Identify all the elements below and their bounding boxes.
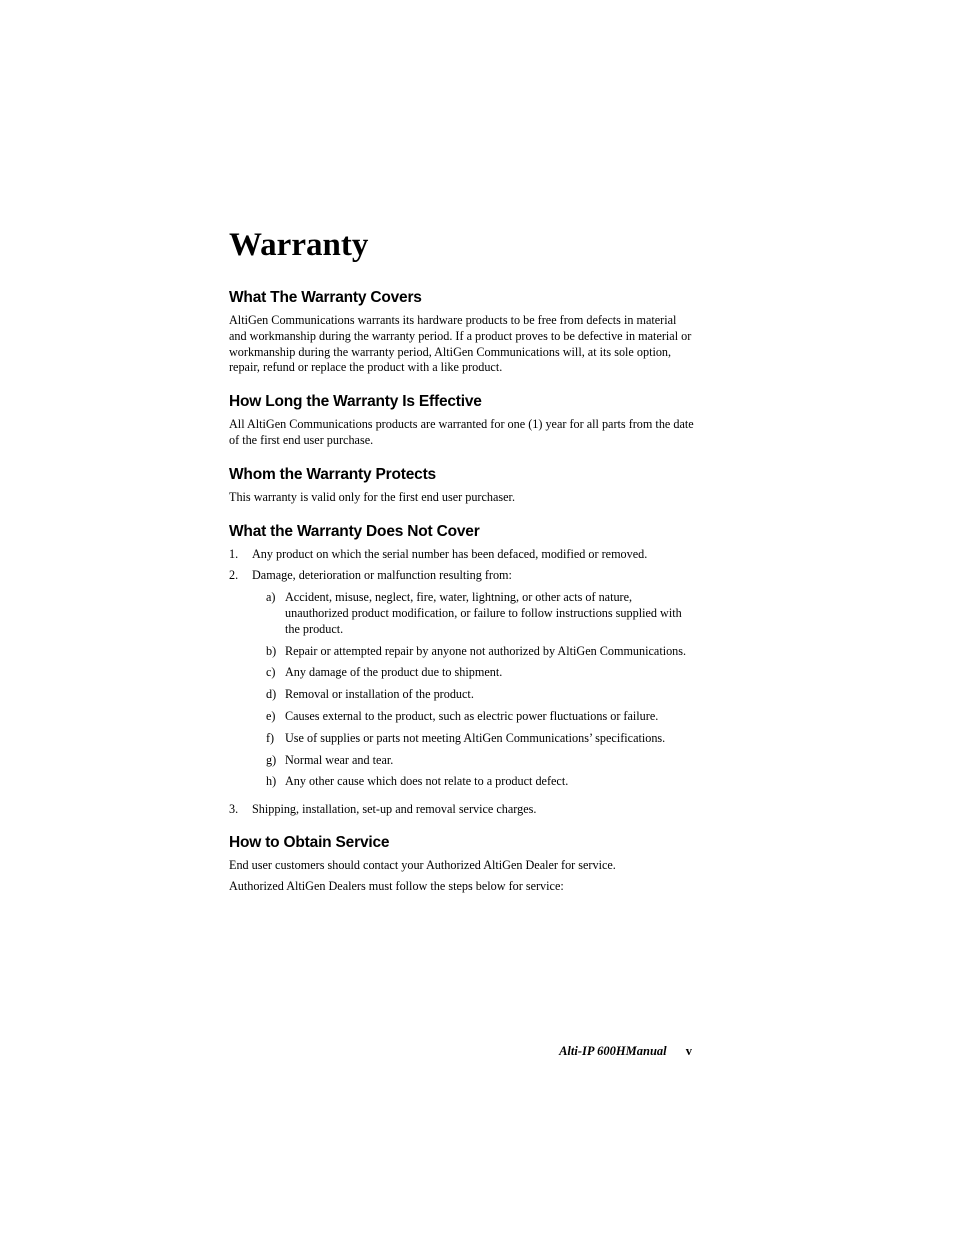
list-item-text: Any product on which the serial number has been defaced, modified or removed. [252,546,648,561]
list-item-body [252,568,695,796]
list-marker: 2. [229,568,239,583]
heading-whom-protects: Whom the Warranty Protects [229,465,436,483]
sub-list-item-text: Removal or installation of the product. [285,687,474,702]
sub-list-item-text: Accident, misuse, neglect, fire, water, lightning, or other acts of nature, unauthorized product modification, or failure to follow instructions supplied with the product. [285,590,682,636]
sub-list-marker: c) [266,665,276,680]
sub-list-item-text: Causes external to the product, such as electric power fluctuations or failure. [285,708,659,723]
sub-list-marker: a) [266,590,276,605]
sub-list-marker: d) [266,687,277,702]
sub-list-marker: g) [266,752,277,767]
sub-list-item-text: Use of supplies or parts not meeting AltiGen Communications’ specifications. [285,730,666,745]
sub-list-item-text: Repair or attempted repair by anyone not authorized by AltiGen Communications. [285,643,687,658]
para-obtain-service-2: Authorized AltiGen Dealers must follow the steps below for service: [229,878,564,893]
sub-list-item-text: Normal wear and tear. [285,752,394,767]
heading-how-long: How Long the Warranty Is Effective [229,393,482,411]
para-whom-protects: This warranty is valid only for the first end user purchaser. [229,489,515,504]
heading-what-covers: What The Warranty Covers [229,289,422,306]
not-cover-list [229,547,695,818]
page-title: Warranty [229,227,369,263]
sub-list-item [266,774,695,790]
sub-list [229,590,695,790]
sub-list-item [266,687,695,703]
sub-list-item [266,709,695,725]
list-marker: 3. [229,802,239,817]
para-obtain-service-1: End user customers should contact your Authorized AltiGen Dealer for service. [229,857,616,872]
list-marker: 1. [229,546,239,561]
list-item [229,802,695,818]
footer-manual-title: Alti-IP 600HManual [559,1044,667,1058]
list-item [229,568,695,796]
sub-list-marker: b) [266,643,277,658]
para-how-long: All AltiGen Communications products are warranted for one (1) year for all parts from the date of the first end user purchase. [229,417,694,447]
sub-list-marker: h) [266,774,277,789]
sub-list-marker: e) [266,708,276,723]
footer-page-number: v [685,1044,692,1058]
sub-list-item-text: Any other cause which does not relate to a product defect. [285,774,569,789]
list-item-text: Shipping, installation, set-up and removal service charges. [252,802,537,817]
sub-list-item [266,644,695,660]
heading-obtain-service: How to Obtain Service [229,833,390,851]
heading-not-cover: What the Warranty Does Not Cover [229,522,480,540]
para-what-covers: AltiGen Communications warrants its hardware products to be free from defects in material and workmanship during the warranty period. If a product proves to be defective in material or workmanship during the warranty period, AltiGen Communications will, at its sole option, repair, refund or replace the product with a like product. [229,313,692,375]
list-item-text: Damage, deterioration or malfunction resulting from: [252,568,512,583]
page-footer [229,1044,692,1059]
sub-list-item [266,665,695,681]
list-item [229,547,695,563]
sub-list-marker: f) [266,730,275,745]
sub-list-item [266,753,695,769]
sub-list-item [266,590,695,637]
sub-list-item [266,731,695,747]
document-content [229,226,695,911]
sub-list-item-text: Any damage of the product due to shipment. [285,665,503,680]
